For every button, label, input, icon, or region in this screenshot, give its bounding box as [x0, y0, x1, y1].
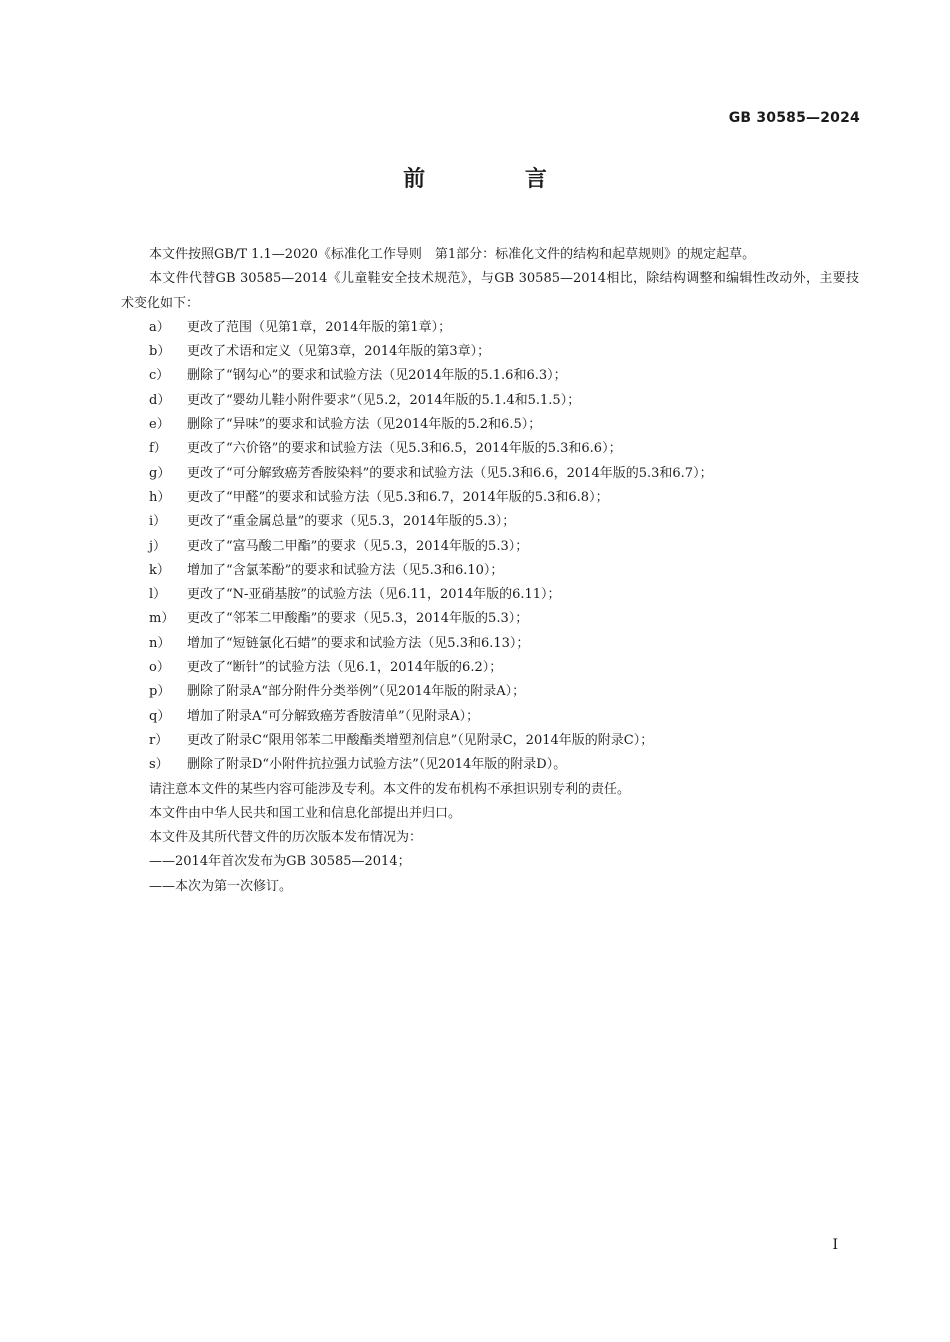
page-title: 前 言: [403, 167, 593, 192]
list-marker: e）: [149, 417, 170, 433]
list-item-text: 更改了“N-亚硝基胺”的试验方法（见6.11，2014年版的6.11）；: [187, 587, 561, 603]
list-item-text: 更改了“重金属总量”的要求（见5.3，2014年版的5.3）；: [187, 514, 516, 530]
foreword-body: [121, 243, 859, 899]
list-item-text: 删除了“钢勾心”的要求和试验方法（见2014年版的5.1.6和6.3）；: [187, 368, 567, 384]
list-item: [121, 559, 859, 583]
list-item-text: 增加了“短链氯化石蜡”的要求和试验方法（见5.3和6.13）；: [187, 635, 530, 651]
list-marker: g）: [149, 465, 171, 481]
list-marker: p）: [149, 684, 171, 700]
list-marker: j）: [149, 538, 167, 554]
list-marker: c）: [149, 368, 170, 384]
standard-code: GB 30585—2024: [728, 110, 860, 126]
list-marker: k）: [149, 562, 170, 578]
list-marker: l）: [149, 587, 167, 603]
list-item: [121, 680, 859, 704]
list-item: [121, 607, 859, 631]
list-marker: m）: [149, 611, 175, 627]
list-item: [121, 462, 859, 486]
list-marker: d）: [149, 392, 171, 408]
list-item: [121, 437, 859, 461]
list-item: [121, 632, 859, 656]
changes-list: [121, 316, 859, 778]
list-item: [121, 340, 859, 364]
history-item: ——2014年首次发布为GB 30585—2014；: [149, 854, 411, 870]
list-marker: h）: [149, 489, 171, 505]
list-marker: f）: [149, 441, 167, 457]
list-item: [121, 705, 859, 729]
history-item: ——本次为第一次修订。: [149, 878, 293, 894]
list-item-text: 删除了附录D“小附件抗拉强力试验方法”（见2014年版的附录D）。: [187, 757, 567, 773]
list-item: [121, 364, 859, 388]
intro-paragraph: 本文件代替GB 30585—2014《儿童鞋安全技术规范》，与GB 30585—2014相比，除结构调整和编辑性改动外，主要技术变化如下：: [121, 271, 859, 311]
list-marker: s）: [149, 757, 169, 773]
list-item: [121, 583, 859, 607]
list-item-text: 更改了附录C“限用邻苯二甲酸酯类增塑剂信息”（见附录C，2014年版的附录C）；: [187, 732, 654, 748]
list-item-text: 删除了“异味”的要求和试验方法（见2014年版的5.2和6.5）；: [187, 417, 542, 433]
list-item: [121, 413, 859, 437]
list-item-text: 更改了“邻苯二甲酸酯”的要求（见5.3，2014年版的5.3）；: [187, 611, 529, 627]
list-item: [121, 510, 859, 534]
list-item-text: 增加了“含氯苯酚”的要求和试验方法（见5.3和6.10）；: [187, 562, 504, 578]
list-item-text: 更改了术语和定义（见第3章，2014年版的第3章）；: [187, 344, 491, 360]
list-marker: r）: [149, 732, 169, 748]
list-item-text: 更改了“断针”的试验方法（见6.1，2014年版的6.2）；: [187, 660, 503, 676]
list-marker: i）: [149, 514, 167, 530]
list-item-text: 更改了“六价铬”的要求和试验方法（见5.3和6.5，2014年版的5.3和6.6）；: [187, 441, 622, 457]
list-item-text: 增加了附录A“可分解致癌芳香胺清单”（见附录A）；: [187, 708, 480, 724]
list-item-text: 更改了“甲醛”的要求和试验方法（见5.3和6.7，2014年版的5.3和6.8）；: [187, 489, 609, 505]
list-marker: q）: [149, 708, 171, 724]
list-item-text: 更改了“富马酸二甲酯”的要求（见5.3，2014年版的5.3）；: [187, 538, 529, 554]
list-item-text: 更改了“婴幼儿鞋小附件要求”（见5.2，2014年版的5.1.4和5.1.5）；: [187, 392, 581, 408]
list-item: [121, 656, 859, 680]
list-marker: n）: [149, 635, 171, 651]
page-number: Ⅰ: [832, 1237, 838, 1253]
list-item-text: 删除了附录A“部分附件分类举例”（见2014年版的附录A）；: [187, 684, 526, 700]
list-item: [121, 535, 859, 559]
list-item-text: 更改了“可分解致癌芳香胺染料”的要求和试验方法（见5.3和6.6，2014年版的5.3和6.7）；: [187, 465, 713, 481]
list-item: [121, 729, 859, 753]
patent-note: 请注意本文件的某些内容可能涉及专利。本文件的发布机构不承担识别专利的责任。: [149, 781, 631, 797]
list-marker: b）: [149, 344, 171, 360]
list-item: [121, 316, 859, 340]
list-marker: o）: [149, 660, 170, 676]
proposer-note: 本文件由中华人民共和国工业和信息化部提出并归口。: [149, 805, 462, 821]
list-item-text: 更改了范围（见第1章，2014年版的第1章）；: [187, 319, 452, 335]
list-marker: a）: [149, 319, 170, 335]
list-item: [121, 753, 859, 777]
list-item: [121, 389, 859, 413]
intro-paragraph: 本文件按照GB/T 1.1—2020《标准化工作导则 第1部分：标准化文件的结构和起草规则》的规定起草。: [149, 247, 756, 262]
history-intro: 本文件及其所代替文件的历次版本发布情况为：: [149, 830, 423, 846]
list-item: [121, 486, 859, 510]
